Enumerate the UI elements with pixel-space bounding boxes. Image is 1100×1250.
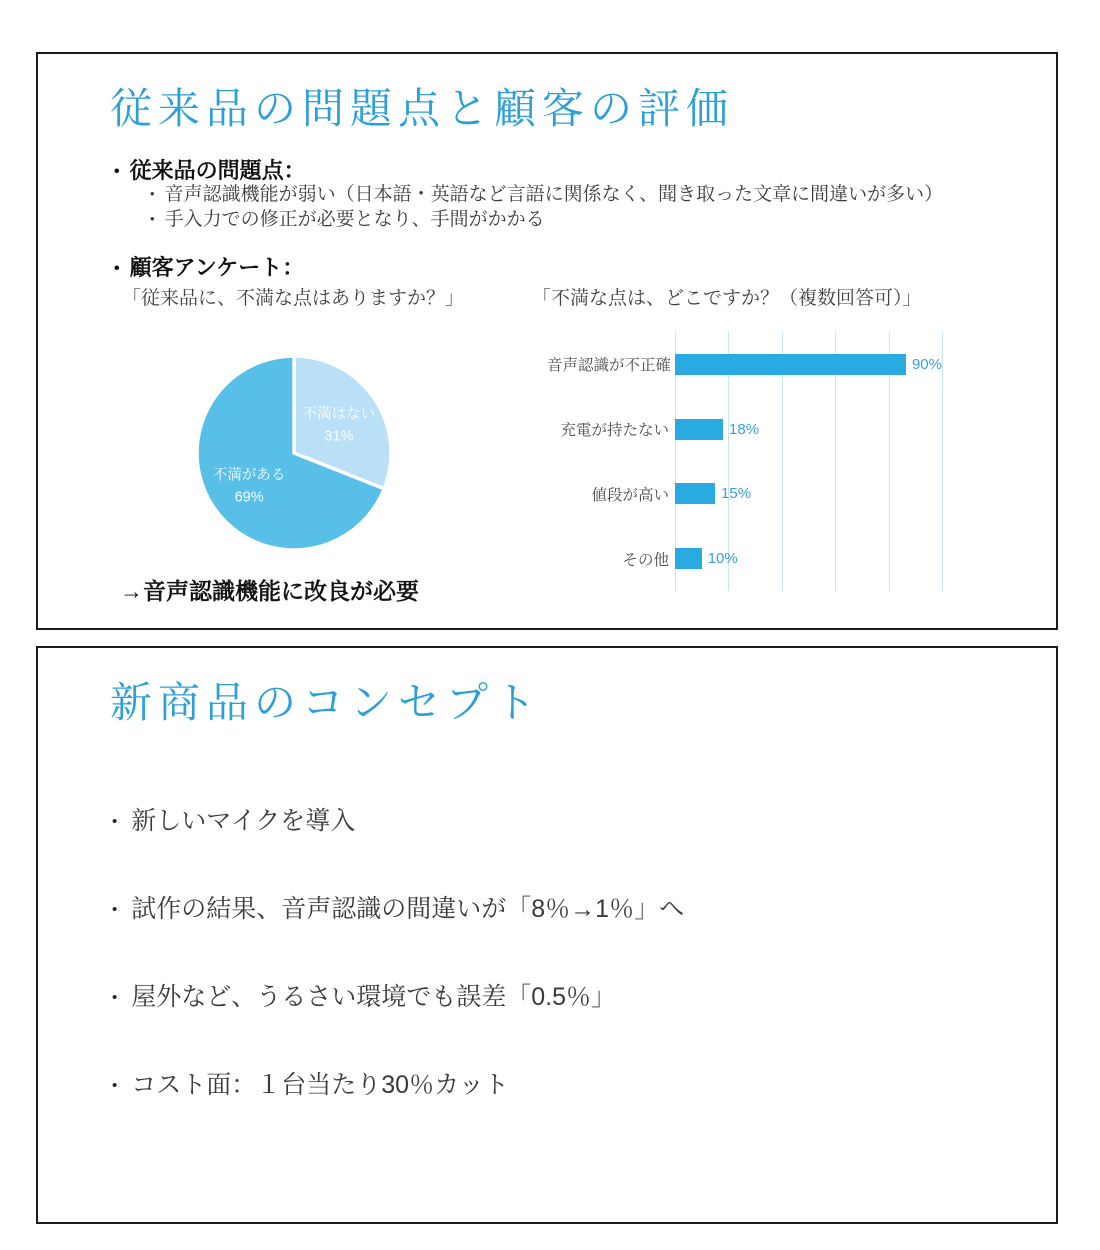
pie-chart bbox=[184, 343, 404, 563]
slide1-problem-list bbox=[150, 182, 943, 232]
slide2-title: 新商品のコンセプト bbox=[110, 679, 543, 726]
list-item: • コスト面：１台当たり30％カット bbox=[112, 1070, 684, 1101]
bar bbox=[675, 419, 723, 440]
bar-track bbox=[675, 483, 942, 504]
bar bbox=[675, 354, 906, 375]
slide1-heading-survey: • 顧客アンケート： bbox=[114, 251, 304, 282]
bar-row bbox=[547, 397, 942, 462]
gridline bbox=[942, 332, 943, 591]
slide-new-product-concept bbox=[36, 646, 1058, 1224]
bar-category-label: 充電が持たない bbox=[560, 422, 669, 440]
list-item: • 新しいマイクを導入 bbox=[112, 806, 684, 837]
bar-chart-rows bbox=[547, 332, 942, 591]
bar-value-label: 10% bbox=[707, 550, 738, 568]
list-item: • 試作の結果、音声認識の間違いが「8％→1％」へ bbox=[112, 894, 684, 925]
slide1-conclusion: →音声認識機能に改良が必要 bbox=[120, 578, 419, 604]
bar-track bbox=[675, 548, 942, 569]
bar-value-label: 15% bbox=[721, 485, 752, 503]
survey-question-pie: 「従来品に、不満な点はありますか？」 bbox=[122, 288, 465, 309]
bar-category-label: その他 bbox=[622, 551, 669, 569]
bar-value-label: 18% bbox=[729, 420, 760, 438]
bar-row bbox=[547, 332, 942, 397]
bar-row bbox=[547, 462, 942, 527]
slide1-title: 従来品の問題点と顧客の評価 bbox=[110, 85, 735, 132]
slide-problems-and-evaluation bbox=[36, 52, 1058, 630]
pie-chart-svg bbox=[184, 343, 404, 563]
bar-category-label: 音声認識が不正確 bbox=[547, 357, 672, 375]
bar-track bbox=[675, 419, 942, 440]
pie-slice-label: 不満がある bbox=[212, 467, 286, 484]
list-item: • 手入力での修正が必要となり、手間がかかる bbox=[150, 207, 943, 232]
survey-questions bbox=[38, 283, 1056, 309]
list-item: • 音声認識機能が弱い（日本語・英語など言語に関係なく、聞き取った文章に間違いが多い） bbox=[150, 182, 943, 207]
bar-row bbox=[547, 526, 942, 591]
pie-slice-value: 69% bbox=[234, 489, 264, 506]
bar bbox=[675, 548, 702, 569]
bar-category-label: 値段が高い bbox=[591, 486, 669, 504]
bar-track bbox=[675, 354, 942, 375]
pie-slice-label: 不満はない bbox=[302, 406, 376, 423]
bar-chart bbox=[547, 332, 942, 591]
bar bbox=[675, 483, 715, 504]
pie-slice-value: 31% bbox=[324, 428, 354, 445]
bar-value-label: 90% bbox=[911, 355, 942, 373]
slide2-bullet-list bbox=[112, 806, 684, 1158]
slide1-heading-problems: • 従来品の問題点： bbox=[114, 154, 306, 185]
survey-question-bar: 「不満な点は、どこですか？（複数回答可）」 bbox=[532, 288, 922, 309]
list-item: • 屋外など、うるさい環境でも誤差「0.5％」 bbox=[112, 982, 684, 1013]
